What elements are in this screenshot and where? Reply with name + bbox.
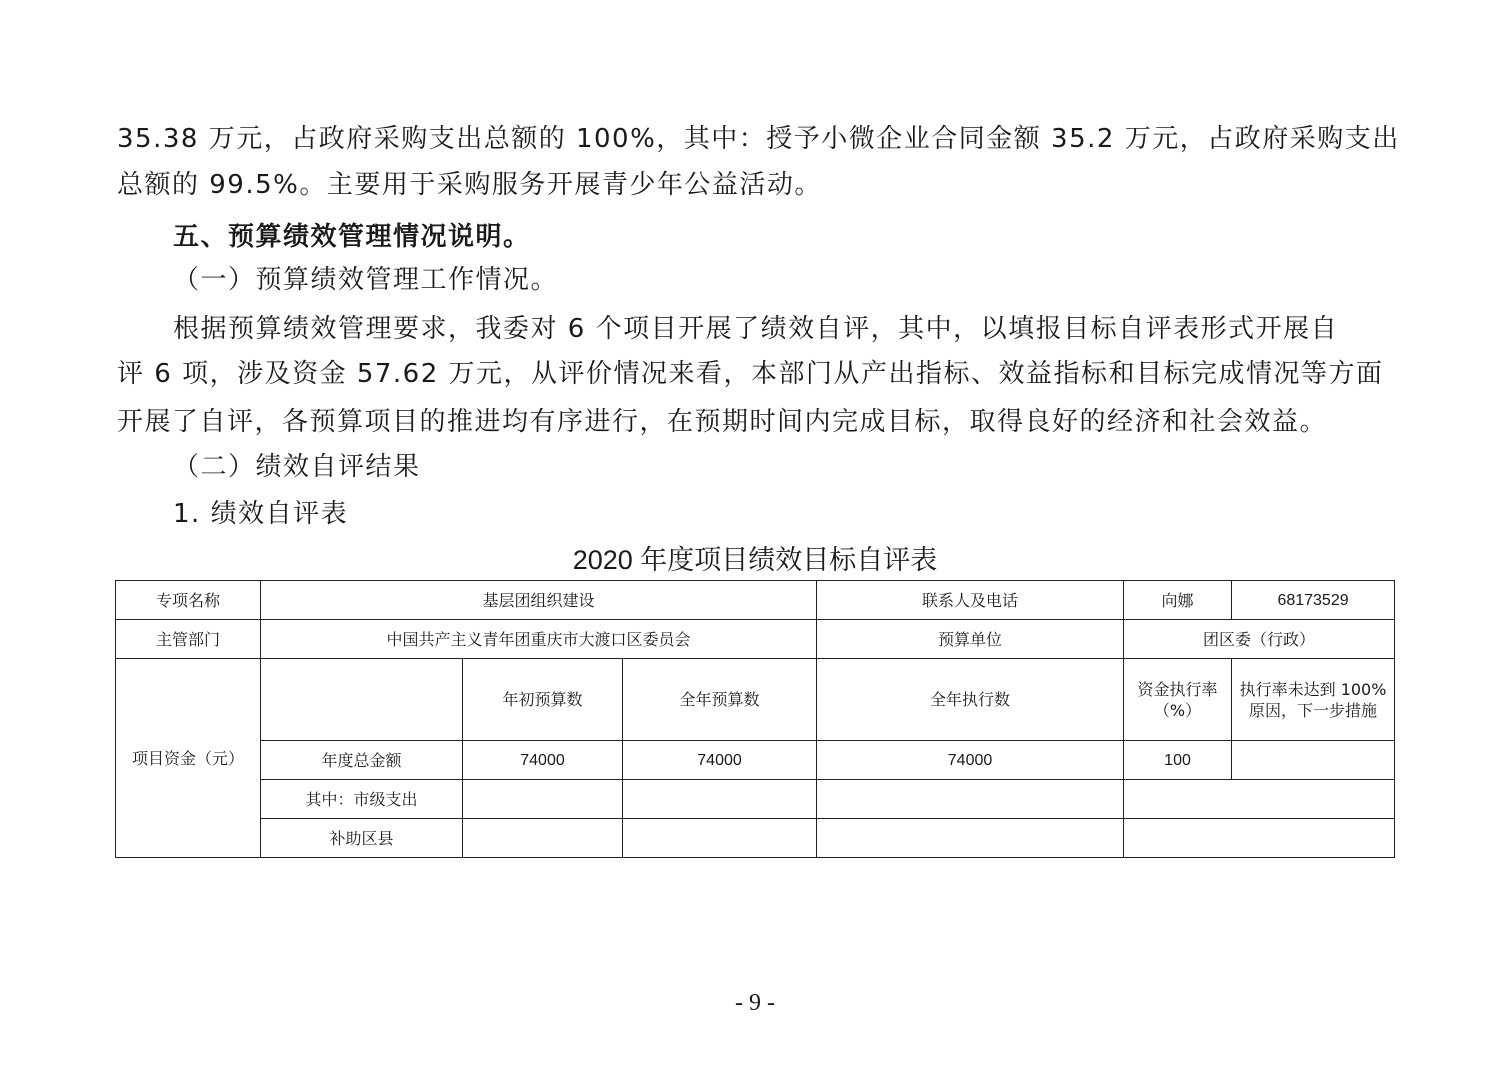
contact-label: 联系人及电话: [817, 581, 1124, 620]
table-row: [116, 819, 1395, 858]
department-label: 主管部门: [116, 620, 261, 659]
header-initial-budget: 年初预算数: [463, 659, 623, 741]
total-reason-value: [1232, 741, 1395, 780]
header-execution-rate: 资金执行率（%）: [1124, 659, 1232, 741]
subsection-heading: （一）预算绩效管理工作情况。: [173, 265, 559, 295]
district-subsidy-label: 补助区县: [261, 819, 463, 858]
table-row: [116, 620, 1395, 659]
body-text-line: 开展了自评，各预算项目的推进均有序进行，在预期时间内完成目标，取得良好的经济和社会效益。: [117, 407, 1328, 437]
body-text-line: 评 6 项，涉及资金 57.62 万元，从评价情况来看，本部门从产出指标、效益指标和目标完成情况等方面: [117, 359, 1384, 389]
header-annual-executed: 全年执行数: [817, 659, 1124, 741]
empty-cell: [261, 659, 463, 741]
empty-cell: [1124, 819, 1395, 858]
empty-cell: [463, 819, 623, 858]
body-text-line: 根据预算绩效管理要求，我委对 6 个项目开展了绩效自评，其中，以填报目标自评表形式开展自: [173, 314, 1339, 344]
subsection-heading: （二）绩效自评结果: [173, 452, 421, 482]
self-evaluation-table: [115, 580, 1395, 858]
city-expense-label: 其中：市级支出: [261, 780, 463, 819]
project-name-value: 基层团组织建设: [261, 581, 817, 620]
empty-cell: [817, 819, 1124, 858]
body-text-line: 总额的 99.5%。主要用于采购服务开展青少年公益活动。: [117, 170, 822, 200]
header-reason-measures: 执行率未达到 100% 原因，下一步措施: [1232, 659, 1395, 741]
page-number: - 9 -: [735, 990, 775, 1016]
project-name-label: 专项名称: [116, 581, 261, 620]
section-heading: 五、预算绩效管理情况说明。: [173, 222, 531, 252]
empty-cell: [623, 819, 817, 858]
budget-unit-label: 预算单位: [817, 620, 1124, 659]
empty-cell: [623, 780, 817, 819]
list-heading: 1. 绩效自评表: [173, 499, 349, 529]
contact-name: 向娜: [1124, 581, 1232, 620]
table-row: [116, 659, 1395, 741]
table-title: 2020 年度项目绩效目标自评表: [572, 545, 938, 575]
total-initial-value: 74000: [463, 741, 623, 780]
empty-cell: [1124, 780, 1395, 819]
header-annual-budget: 全年预算数: [623, 659, 817, 741]
budget-unit-value: 团区委（行政）: [1124, 620, 1395, 659]
department-value: 中国共产主义青年团重庆市大渡口区委员会: [261, 620, 817, 659]
empty-cell: [817, 780, 1124, 819]
total-executed-value: 74000: [817, 741, 1124, 780]
total-rate-value: 100: [1124, 741, 1232, 780]
table-row: [116, 741, 1395, 780]
contact-phone: 68173529: [1232, 581, 1395, 620]
funds-label: 项目资金（元）: [116, 659, 261, 858]
table-row: [116, 581, 1395, 620]
total-annual-value: 74000: [623, 741, 817, 780]
empty-cell: [463, 780, 623, 819]
total-amount-label: 年度总金额: [261, 741, 463, 780]
body-text-line: 35.38 万元，占政府采购支出总额的 100%，其中：授予小微企业合同金额 35.2 万元，占政府采购支出: [117, 124, 1400, 154]
table-row: [116, 780, 1395, 819]
